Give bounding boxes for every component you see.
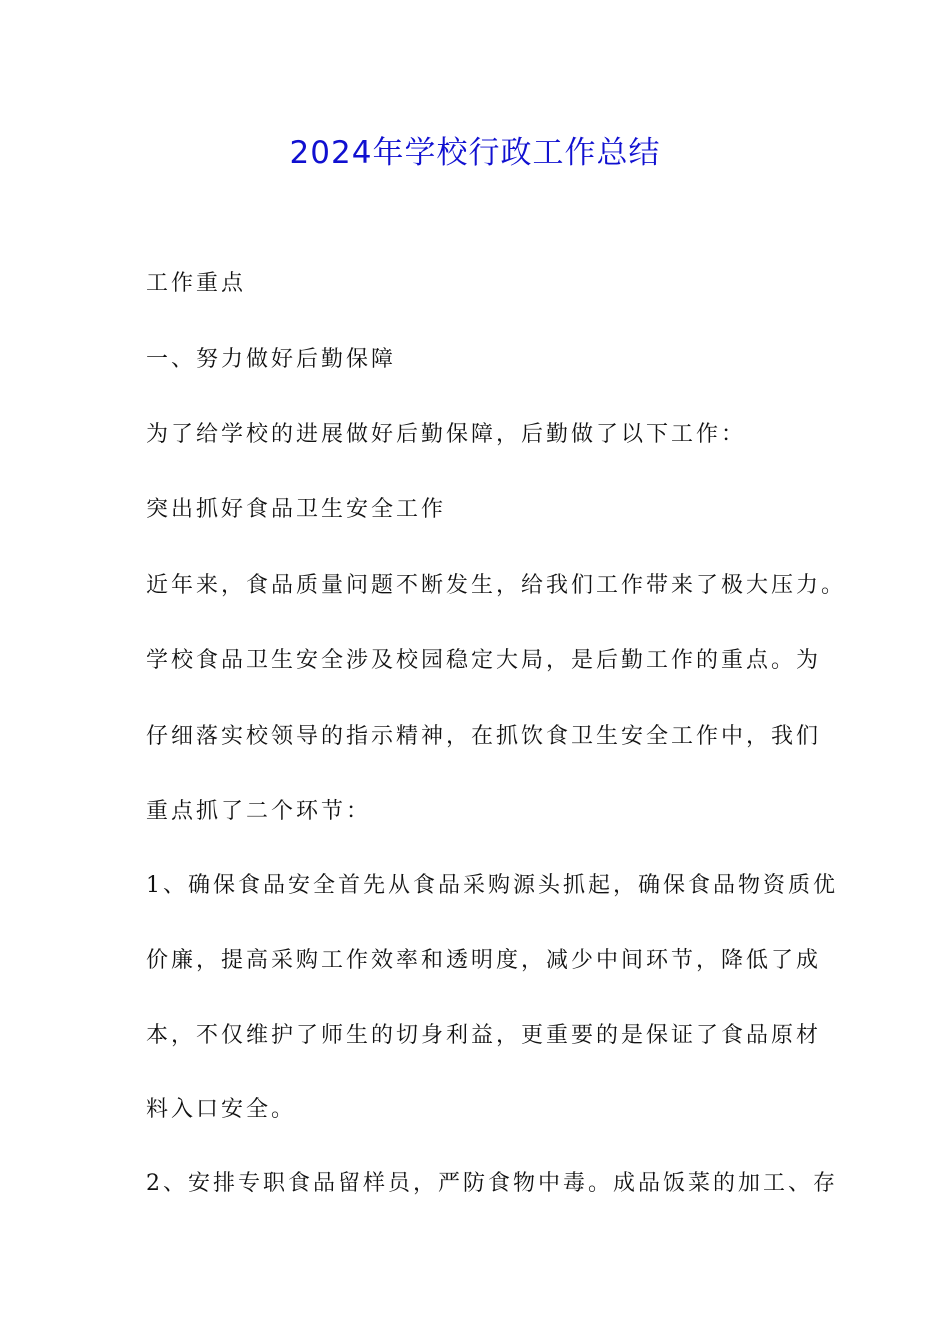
paragraph-line: 料入口安全。	[146, 1097, 297, 1122]
paragraph-line: 重点抓了二个环节：	[146, 799, 372, 824]
paragraph-line: 本，不仅维护了师生的切身利益，更重要的是保证了食品原材	[146, 1023, 822, 1048]
paragraph-line: 2、安排专职食品留样员，严防食物中毒。成品饭菜的加工、存	[146, 1171, 838, 1196]
document-title: 2024年学校行政工作总结	[289, 135, 661, 171]
paragraph-line: 价廉，提高采购工作效率和透明度，减少中间环节，降低了成	[146, 948, 822, 973]
section-heading: 工作重点	[146, 271, 247, 296]
paragraph-line: 为了给学校的进展做好后勤保障，后勤做了以下工作：	[146, 422, 747, 447]
item-heading: 突出抓好食品卫生安全工作	[146, 497, 447, 522]
paragraph-line: 学校食品卫生安全涉及校园稳定大局，是后勤工作的重点。为	[146, 648, 822, 673]
paragraph-line: 1、确保食品安全首先从食品采购源头抓起，确保食品物资质优	[146, 873, 838, 898]
paragraph-line: 近年来，食品质量问题不断发生，给我们工作带来了极大压力。	[146, 573, 847, 598]
paragraph-line: 仔细落实校领导的指示精神，在抓饮食卫生安全工作中，我们	[146, 724, 822, 749]
subsection-heading: 一、努力做好后勤保障	[146, 347, 397, 372]
